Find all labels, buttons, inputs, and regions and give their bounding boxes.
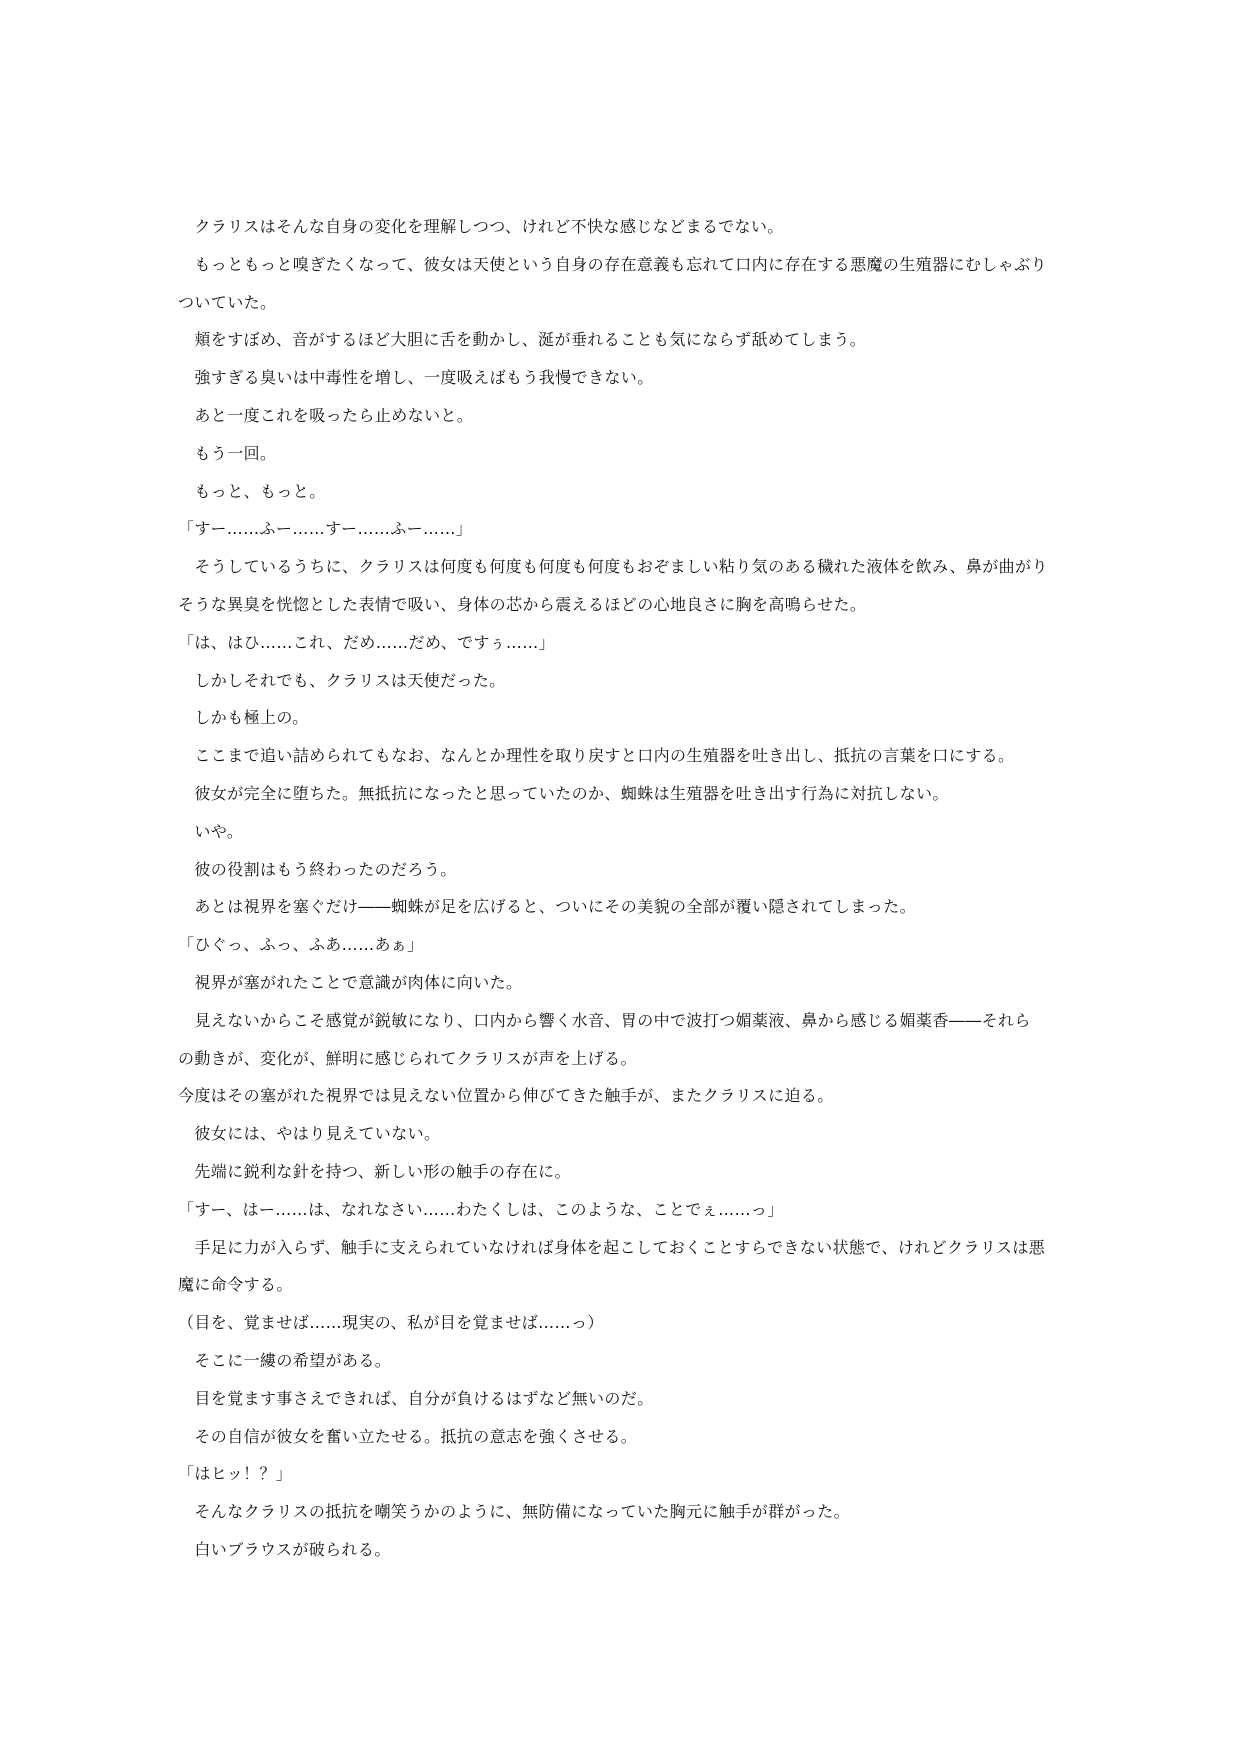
text-line: あと一度これを吸ったら止めないと。 — [178, 405, 474, 425]
text-line: そこに一縷の希望がある。 — [178, 1350, 392, 1370]
text-line: の動きが、変化が、鮮明に感じられてクラリスが声を上げる。 — [178, 1048, 637, 1068]
text-line: その自信が彼女を奮い立たせる。抵抗の意志を強くさせる。 — [178, 1426, 638, 1446]
text-line: 「すー……ふー……すー……ふー……」 — [178, 519, 473, 539]
text-line: 視界が塞がれたことで意識が肉体に向いた。 — [178, 972, 523, 992]
text-line: 魔に命令する。 — [178, 1275, 293, 1295]
text-line: 頬をすぼめ、音がするほど大胆に舌を動かし、涎が垂れることも気にならず舐めてしまう。 — [178, 330, 867, 350]
text-line: もっと、もっと。 — [178, 481, 326, 501]
text-line: 今度はその塞がれた視界では見えない位置から伸びてきた触手が、またクラリスに迫る。 — [178, 1086, 834, 1106]
text-line: 白いブラウスが破られる。 — [178, 1539, 391, 1559]
text-line: 彼女には、やはり見えていない。 — [178, 1124, 441, 1144]
text-line: そうな異臭を恍惚とした表情で吸い、身体の芯から震えるほどの心地良さに胸を高鳴らせた。 — [178, 594, 867, 614]
text-line: あとは視界を塞ぐだけ――蜘蛛が足を広げると、ついにその美貌の全部が覆い隠されてしまった。 — [178, 897, 917, 917]
text-line: もっともっと嗅ぎたくなって、彼女は天使という自身の存在意義も忘れて口内に存在する悪魔の生殖器にむしゃぶり — [178, 254, 1047, 274]
text-line: しかしそれでも、クラリスは天使だった。 — [178, 670, 506, 690]
text-line: 先端に鋭利な針を持つ、新しい形の触手の存在に。 — [178, 1161, 571, 1181]
text-line: 彼の役割はもう終わったのだろう。 — [178, 859, 457, 879]
text-line: しかも極上の。 — [178, 708, 309, 728]
text-line: そうしているうちに、クラリスは何度も何度も何度も何度もおぞましい粘り気のある穢れた液体を飲み、鼻が曲がり — [178, 557, 1048, 577]
text-line: クラリスはそんな自身の変化を理解しつつ、けれど不快な感じなどまるでない。 — [178, 217, 784, 236]
text-line: 見えないからこそ感覚が鋭敏になり、口内から響く水音、胃の中で波打つ媚薬液、鼻から感じる媚薬香――それら — [178, 1010, 1031, 1030]
text-line: そんなクラリスの抵抗を嘲笑うかのように、無防備になっていた胸元に触手が群がった。 — [178, 1502, 851, 1522]
text-line: 「すー、はー……は、なれなさい……わたくしは、このような、ことでぇ……っ」 — [178, 1199, 784, 1219]
text-line: 強すぎる臭いは中毒性を増し、一度吸えばもう我慢できない。 — [178, 368, 654, 388]
body-text — [178, 208, 1068, 1569]
text-line: 目を覚ます事さえできれば、自分が負けるはずなど無いのだ。 — [178, 1388, 654, 1408]
text-line: ついていた。 — [178, 292, 277, 312]
text-line: ここまで追い詰められてもなお、なんとか理性を取り戻すと口内の生殖器を吐き出し、抵抗の言葉を口にする。 — [178, 746, 1015, 766]
text-line: （目を、覚ませば……現実の、私が目を覚ませば……っ） — [178, 1313, 604, 1333]
text-line: 手足に力が入らず、触手に支えられていなければ身体を起こしておくことすらできない状態で、けれどクラリスは悪 — [178, 1237, 1046, 1257]
text-line: 「はヒッ！？」 — [178, 1464, 293, 1484]
text-line: もう一回。 — [178, 443, 277, 463]
text-line: 「ひぐっ、ふっ、ふあ……あぁ」 — [178, 935, 424, 955]
text-line: 「は、はひ……これ、だめ……だめ、ですぅ……」 — [178, 632, 556, 652]
text-line: いや。 — [178, 821, 244, 841]
text-line: 彼女が完全に堕ちた。無抵抗になったと思っていたのか、蜘蛛は生殖器を吐き出す行為に対抗しない。 — [178, 783, 949, 803]
